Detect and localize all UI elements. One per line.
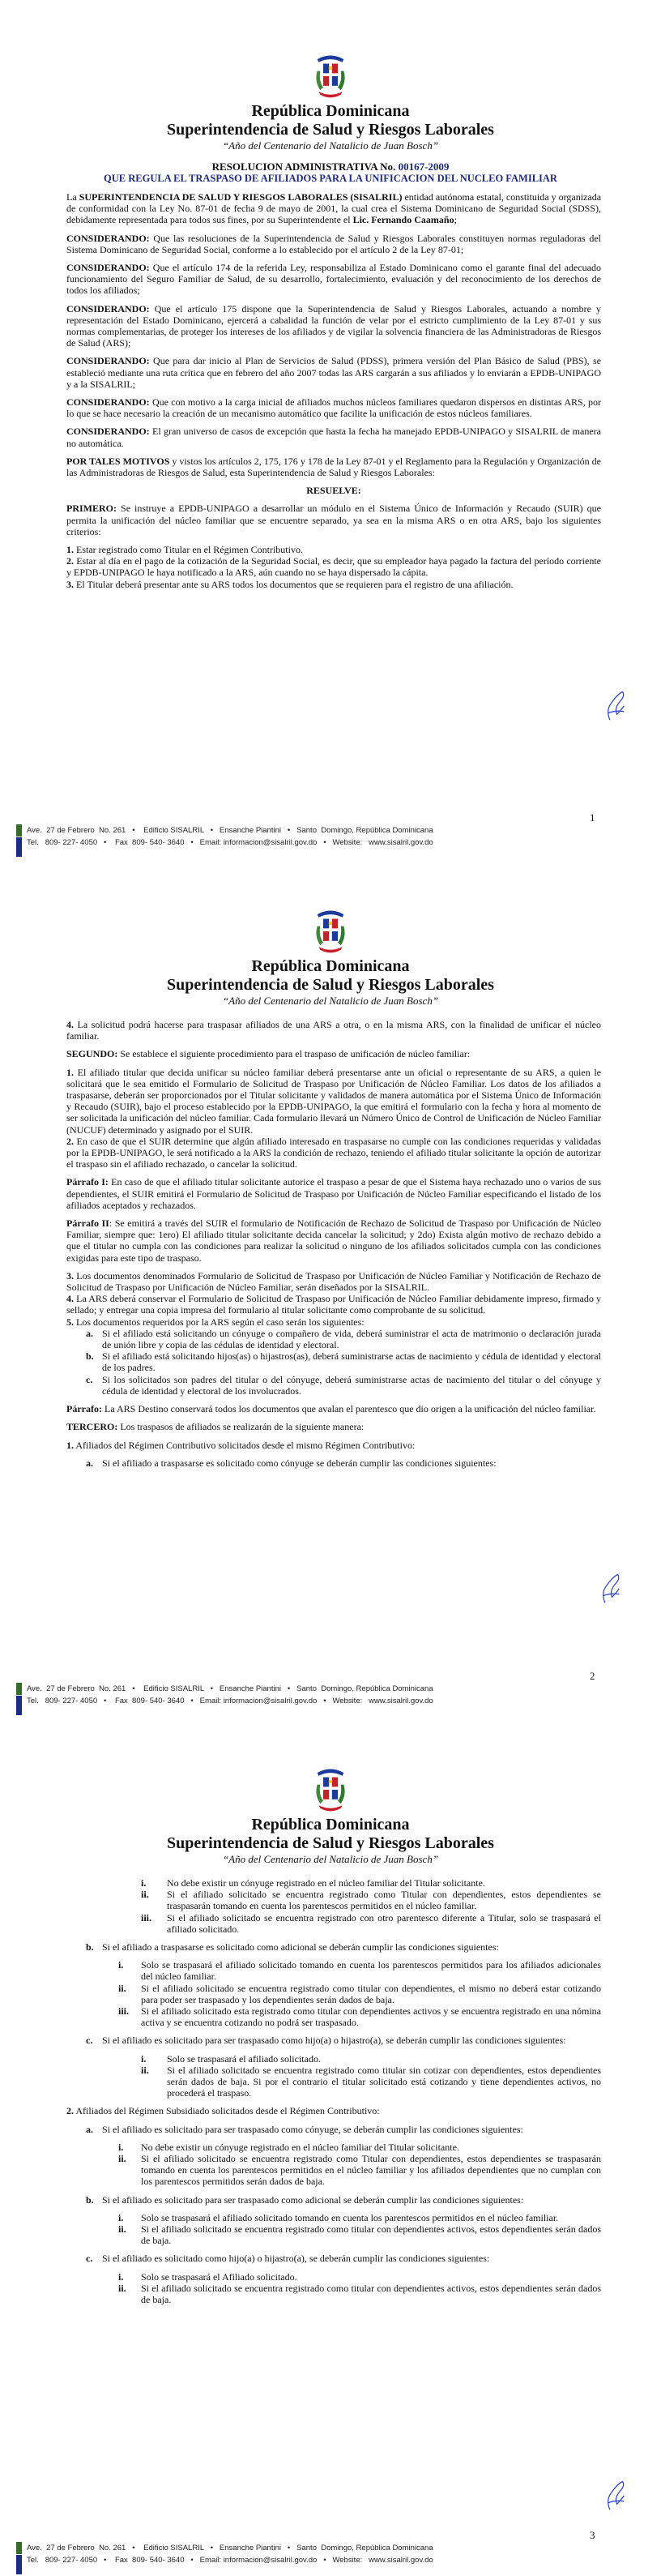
criterion-3: 3. El Titular deberá presentar ante su ARS todos los documentos que se requieren para el registro de una afiliación. <box>66 578 514 590</box>
section-2-a-conditions <box>66 2142 601 2188</box>
footer-address: Ave. 27 de Febrero No. 261 • Edificio SISALRIL • Ensanche Piantini • Santo Domingo, República Dominicana <box>27 1684 433 1693</box>
primero-paragraph: PRIMERO: Se instruye a EPDB-UNIPAGO a desarrollar un módulo en el Sistema Único de Información y Recaudo (SUIR) que permita la unificación del núcleo familiar que se encuentre separado, ya sea en la misma ARS o en otra ARS, bajo los siguientes criterios: <box>66 503 601 537</box>
section-1-b-conditions <box>66 1959 601 2028</box>
parrafo-destino: Párrafo: La ARS Destino conservará todos los documentos que avalan el parentesco que dio origen a la unificación del núcleo familiar. <box>66 1403 596 1415</box>
tercero-paragraph: TERCERO: Los traspasos de afiliados se realizarán de la siguiente manera: <box>66 1421 365 1433</box>
condition-item: ii. Si el afiliado solicitado se encuentra registrado como titular con dependientes, el mismo no deberá estar cotizando para poder ser traspasado y los dependientes serán dados de baja. <box>118 1982 601 2005</box>
condition-c: c. Si el afiliado es solicitado para ser traspasado como hijo(a) o hijastro(a), se deberán cumplir las condiciones siguientes: <box>86 2035 566 2047</box>
resolution-number: 00167-2009 <box>398 160 450 173</box>
coat-of-arms-icon <box>313 907 348 956</box>
letterhead <box>0 1765 661 1866</box>
institution-name: Superintendencia de Salud y Riesgos Laborales <box>167 976 494 994</box>
footer-bar-green <box>16 824 22 837</box>
condition-c: c. Si el afiliado es solicitado como hijo(a) o hijastro(a), se deberán cumplir las condiciones siguientes: <box>86 2253 490 2265</box>
footer-contact: Tel. 809- 227- 4050 • Fax 809- 540- 3640 • Email: informacion@sisalril.gov.do • Website: www.sisalril.gov.do <box>27 838 433 847</box>
resolution-subtitle: QUE REGULA EL TRASPASO DE AFILIADOS PARA LA UNIFICACION DEL NUCLEO FAMILIAR <box>104 173 557 184</box>
document-item: a. Si el afiliado está solicitando un cónyuge o compañero de vida, deberá suministrar el acta de matrimonio o declaración jurada de unión libre y copia de las cédulas de identidad y electoral. <box>86 1327 601 1351</box>
resolution-title: RESOLUCION ADMINISTRATIVA No. 00167-2009 <box>211 160 450 173</box>
section-1-b <box>66 1941 601 1953</box>
signature-initials <box>603 2479 627 2511</box>
page-3-bottom <box>0 2529 661 2576</box>
page-number: 3 <box>590 2529 595 2541</box>
footer-address: Ave. 27 de Febrero No. 261 • Edificio SISALRIL • Ensanche Piantini • Santo Domingo, República Dominicana <box>27 826 433 835</box>
section-2-b <box>66 2194 601 2206</box>
page-number: 2 <box>590 1670 595 1682</box>
condition-item: ii. Si el afiliado solicitado se encuentra registrado como Titular con dependientes, estos dependientes se traspasarán tomando en cuenta los parentescos permitidos en el núcleo familiar y los afiliados dependientes que no cumplan con los parentescos permitidos serán dados de baja. <box>118 2153 601 2188</box>
condition-b: b. Si el afiliado es solicitado para ser traspasado como adicional se deberán cumplir las condiciones siguientes: <box>86 2193 524 2206</box>
condition-a: a. Si el afiliado es solicitado para ser traspasado como cónyuge, se deberán cumplir las condiciones siguientes: <box>86 2123 523 2135</box>
condition-b: b. Si el afiliado a traspasarse es solicitado como adicional se deberán cumplir las condiciones siguientes: <box>86 1941 499 1953</box>
footer <box>16 2542 583 2574</box>
letterhead <box>0 52 661 152</box>
signature-initials <box>598 1572 622 1604</box>
considerando-5: CONSIDERANDO: Que con motivo a la carga inicial de afiliados muchos núcleos familiares quedaron dispersos en distintas ARS, por lo que se hace necesario la creación de un mecanismo automático que facilite la unificación de estos núcleos familiares. <box>66 396 601 420</box>
resolution-heading <box>0 160 661 185</box>
footer-contact: Tel. 809- 227- 4050 • Fax 809- 540- 3640 • Email: informacion@sisalril.gov.do • Website: www.sisalril.gov.do <box>27 2556 433 2565</box>
page-1-bottom <box>0 811 661 858</box>
resuelve-heading: RESUELVE: <box>306 485 361 497</box>
criterion-1: 1. Estar registrado como Titular en el Régimen Contributivo. <box>66 544 303 556</box>
step-5: 5. Los documentos requeridos por la ARS según el caso serán los siguientes: <box>66 1316 365 1328</box>
intro-paragraph: La SUPERINTENDENCIA DE SALUD Y RIESGOS LABORALES (SISALRIL) entidad autónoma estatal, constituida y organizada de conformidad con la Ley No. 87-01 de fecha 9 de mayo de 2001, la cual crea el Sistema Dominicano de Seguridad Social (SDSS), debidamente representada para todos sus fines, por su Superintendente el Lic. Fernando Caamaño; <box>66 191 602 226</box>
footer-bar-blue <box>16 1696 22 1715</box>
section-2-a <box>66 2124 601 2135</box>
country-name: República Dominicana <box>251 1816 410 1834</box>
section-1-c <box>66 2035 601 2046</box>
page-1 <box>0 0 661 858</box>
signature-initials <box>603 689 627 721</box>
por-tales-motivos: POR TALES MOTIVOS y vistos los artículos 2, 175, 176 y 178 de la Ley 87-01 y el Reglamento para la Regulación y Organización de las Administradoras de Riesgos de Salud, esta Superintendencia de Salud y Riesgos Laborales: <box>66 455 601 479</box>
footer-address: Ave. 27 de Febrero No. 261 • Edificio SISALRIL • Ensanche Piantini • Santo Domingo, República Dominicana <box>27 2544 433 2552</box>
condition-item: ii. Si el afiliado solicitado se encuentra registrado como titular con dependientes activos, estos dependientes serán dados de baja. <box>118 2282 601 2306</box>
page-3 <box>0 1717 661 2576</box>
step-4: 4. La ARS deberá conservar el Formulario de Solicitud de Traspaso por Unificación de Núcleo Familiar debidamente impreso, firmado y sellado; y entregar una copia impresa del formulario al titular solicitante como comprobante de su solicitud. <box>66 1293 601 1316</box>
footer <box>16 824 583 857</box>
considerando-6: CONSIDERANDO: El gran universo de casos de excepción que hasta la fecha ha manejado EPDB-UNIPAGO y SISALRIL de manera no automática. <box>66 426 601 449</box>
country-name: República Dominicana <box>251 957 410 975</box>
coat-of-arms-icon <box>313 52 348 101</box>
footer-contact: Tel. 809- 227- 4050 • Fax 809- 540- 3640 • Email: informacion@sisalril.gov.do • Website: www.sisalril.gov.do <box>27 1697 433 1705</box>
segundo-paragraph: SEGUNDO: Se establece el siguiente procedimiento para el traspaso de unificación de núcleo familiar: <box>66 1048 471 1060</box>
motto: “Año del Centenario del Natalicio de Juan Bosch” <box>222 1853 439 1865</box>
considerando-3: CONSIDERANDO: Que el artículo 175 dispone que la Superintendencia de Salud y Riesgos Laborales, actuando a nombre y representación del Estado Dominicano, ejercerá a cabalidad la función de velar por el estricto cumplimiento de la Ley 87-01 y sus normas complementarias, de proteger los intereses de los afiliados y de vigilar la solvencia financiera de las Administradoras de Riesgos de Salud (ARS); <box>66 302 601 349</box>
page-1-body <box>66 191 601 819</box>
motto: “Año del Centenario del Natalicio de Juan Bosch” <box>222 139 439 152</box>
page-2 <box>0 858 661 1717</box>
coat-of-arms-icon <box>313 1765 348 1814</box>
page-number: 1 <box>590 811 595 824</box>
condition-item: i. Solo se traspasará el afiliado solicitado. <box>141 2052 321 2065</box>
parrafo-1: Párrafo I: En caso de que el afiliado titular solicitante autorice el traspaso a pesar de que el Sistema haya rechazado uno o varios de sus dependientes, el SUIR emitirá el Formulario de Solicitud de Traspaso por Unificación de Núcleo Familiar especificando el listado de los afiliados aceptados y rechazados. <box>66 1176 601 1211</box>
considerando-1: CONSIDERANDO: Que las resoluciones de la Superintendencia de Salud y Riesgos Laborales constituyen normas reguladoras del Sistema Dominicano de Seguridad Social, conforme a lo establecido por el artículo 2 de la Ley 87-01; <box>66 232 601 255</box>
section-2-title: 2. Afiliados del Régimen Subsidiado solicitados desde el Régimen Contributivo: <box>66 2105 380 2117</box>
condition-item: iii. Si el afiliado solicitado se encuentra registrado con otro parentesco diferente a Titular, solo se traspasará el afiliado solicitado. <box>141 1911 601 1935</box>
considerando-2: CONSIDERANDO: Que el artículo 174 de la referida Ley, responsabiliza al Estado Dominicano como el garante final del adecuado funcionamiento del Seguro Familiar de Salud, de su desarrollo, fortalecimiento, evaluación y del reconocimiento de los derechos de todos los afiliados; <box>66 262 601 297</box>
step-2: 2. En caso de que el SUIR determine que algún afiliado interesado en traspasarse no cumple con las condiciones requeridas y validadas por la EPDB-UNIPAGO, le será notificado a la ARS la condición de rechazo, teniendo el afiliado titular solicitante la opción de autorizar el traspaso sin el afiliado rechazado, o cancelar la solicitud. <box>66 1135 601 1170</box>
condition-item: iii. Si el afiliado solicitado esta registrado como titular con dependientes activos y se encuentra registrado en una nómina activa y se encuentra cotizando no podrá ser traspasado. <box>118 2005 601 2029</box>
section-2-b-conditions <box>66 2212 601 2247</box>
document-item: c. Si los solicitados son padres del titular o del cónyuge, deberá suministrarse actas de nacimiento del titular o del cónyuge y cédula de identidad y electoral de los involucrados. <box>86 1373 601 1397</box>
criterion-2: 2. Estar al día en el pago de la cotización de la Seguridad Social, es decir, que su empleador haya pagado la factura del período corriente y EPDB-UNIPAGO le haya notificado a la ARS, aún cuando no se haya dispersado la cápita. <box>66 555 601 579</box>
footer-bar-blue <box>16 2555 22 2574</box>
page-2-body <box>66 1019 601 1678</box>
criterion-4: 4. La solicitud podrá hacerse para traspasar afiliados de una ARS a otra, o en la misma ARS, con la finalidad de unificar el núcleo familiar. <box>66 1019 601 1042</box>
section-1-a <box>66 1457 601 1469</box>
page-2-bottom <box>0 1670 661 1717</box>
country-name: República Dominicana <box>251 102 410 120</box>
page-3-body <box>66 1877 601 2537</box>
motto: “Año del Centenario del Natalicio de Juan Bosch” <box>222 995 439 1007</box>
document-item: b. Si el afiliado está solicitando hijos(as) o hijastros(as), deberá suministrarse actas de nacimiento y cédula de identidad y electoral de los padres. <box>86 1350 601 1374</box>
step-3: 3. Los documentos denominados Formulario de Solicitud de Traspaso por Unificación de Núcleo Familiar y Notificación de Rechazo de Solicitud de Traspaso por Unificación de Núcleo Familiar, serán diseñados por la SISALRIL. <box>66 1269 601 1294</box>
condition-item: ii. Si el afiliado solicitado se encuentra registrado como titular con dependientes activos, estos dependientes serán dados de baja. <box>118 2223 601 2247</box>
required-documents-list <box>66 1328 601 1397</box>
considerando-4: CONSIDERANDO: Que para dar inicio al Plan de Servicios de Salud (PDSS), primera versión del Plan Básico de Salud (PBS), se estableció mediante una ruta crítica que en febrero del año 2007 todas las ARS cargarán a sus afiliados y lo enviarán a EPDB-UNIPAGO y a la SISALRIL; <box>66 355 601 390</box>
section-2-c-conditions <box>66 2271 601 2306</box>
footer <box>16 1683 583 1715</box>
institution-name: Superintendencia de Salud y Riesgos Laborales <box>167 121 494 139</box>
condition-item: i. Solo se traspasará el afiliado solicitado tomando en cuenta los parentescos permitidos en el núcleo familiar. <box>118 2211 559 2223</box>
section-2-c <box>66 2253 601 2264</box>
step-1: 1. El afiliado titular que decida unificar su núcleo familiar deberá presentarse ante un oficial o representante de su ARS, a quien le solicitará que le sea emitido el Formulario de Solicitud de Traspaso por Unificación de Núcleo Familiar. Los datos de los afiliados a traspasarse, deberán ser proporcionados por el Titular solicitante y validados de manera automática por el Sistema Único de Información y Recaudo (SUIR), bajo el proceso establecido por la EPDB-UNIPAGO, la que emitirá el formulario con la fecha y hora al momento de ser solicitada la unificación del núcleo familiar. Cada formulario llevará un Número Único de Control de Unificación de Núcleo Familiar (NUCUF) determinado y asignado por el SUIR. <box>66 1066 601 1136</box>
condition-item: i. No debe existir un cónyuge registrado en el núcleo familiar del Titular solicitante. <box>118 2141 459 2153</box>
condition-item: i. No debe existir un cónyuge registrado en el núcleo familiar del Titular solicitante. <box>141 1877 485 1889</box>
letterhead <box>0 907 661 1008</box>
footer-bar-blue <box>16 837 22 857</box>
condition-item: ii. Si el afiliado solicitado se encuentra registrado como Titular con dependientes, estos dependientes se traspasarán tomando en cuenta los parentescos permitidos en el núcleo familiar. <box>141 1889 601 1912</box>
footer-bar-green <box>16 1683 22 1695</box>
section-1-c-conditions <box>66 2053 601 2099</box>
institution-name: Superintendencia de Salud y Riesgos Laborales <box>167 1834 494 1852</box>
condition-a: a. Si el afiliado a traspasarse es solicitado como cónyuge se deberán cumplir las condiciones siguientes: <box>86 1457 497 1469</box>
condition-item: i. Solo se traspasará el Afiliado solicitado. <box>118 2270 297 2283</box>
condition-item: ii. Si el afiliado solicitado se encuentra registrado como titular sin cotizar con dependientes, estos dependientes serán dados de baja. Si por el contrario el titular solicitado está cotizando y tiene dependientes activos, no procederá el traspaso. <box>141 2064 601 2099</box>
section-1-a-conditions <box>66 1877 601 1935</box>
parrafo-2: Párrafo II: Se emitirá a través del SUIR el formulario de Notificación de Rechazo de Solicitud de Traspaso por Unificación de Núcleo Familiar, siempre que: 1ero) El afiliado titular solicitante decida cancelar la solicitud; y 2do) Exista algún motivo de rechazo debido a que el titular no cumpla con las condiciones para realizar la solicitud o ninguno de los afiliados solicitados cumpla con las condiciones exigidas para este tipo de traspaso. <box>66 1217 601 1264</box>
condition-item: i. Solo se traspasará el afiliado solicitado tomando en cuenta los parentescos permitidos para los afiliados adicionales del núcleo familiar. <box>118 1959 601 1983</box>
footer-bar-green <box>16 2542 22 2554</box>
section-1-title: 1. Afiliados del Régimen Contributivo solicitados desde el mismo Régimen Contributivo: <box>66 1439 416 1451</box>
